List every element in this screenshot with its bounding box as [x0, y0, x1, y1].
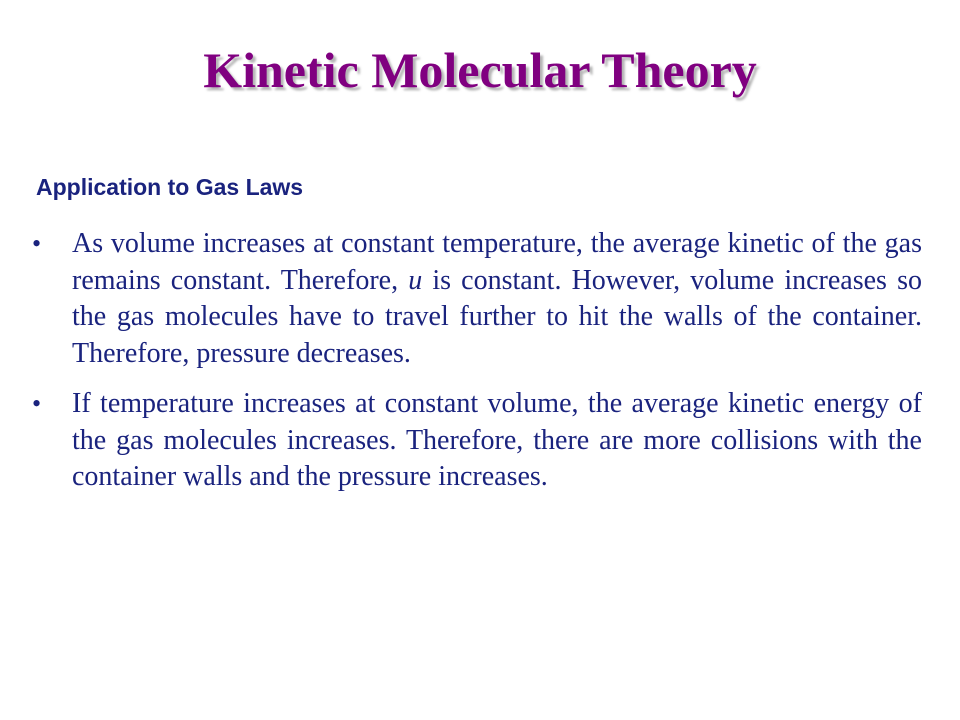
bullet-text-part: is constant. However, volume increases so the gas molecules have to travel further to hit the walls of the container. Therefore, pressure decreases.: [72, 264, 922, 369]
bullet-item-volume: [30, 226, 922, 372]
bullet-text: If temperature increases at constant volume, the average kinetic energy of the gas molecules increases. Therefore, there are more collisions with the container walls and the pressure increases.: [72, 388, 922, 492]
bullet-icon: •: [32, 229, 42, 258]
bullet-icon: •: [32, 389, 42, 418]
bullet-list: [30, 226, 922, 510]
slide-title: Kinetic Molecular Theory: [203, 42, 757, 98]
velocity-symbol: u: [408, 264, 423, 296]
slide-subtitle: Application to Gas Laws: [36, 174, 304, 200]
bullet-text-part: As volume increases at constant temperature, the average kinetic of the gas remains constant. Therefore,: [72, 228, 922, 296]
bullet-item-temperature: [30, 386, 922, 496]
